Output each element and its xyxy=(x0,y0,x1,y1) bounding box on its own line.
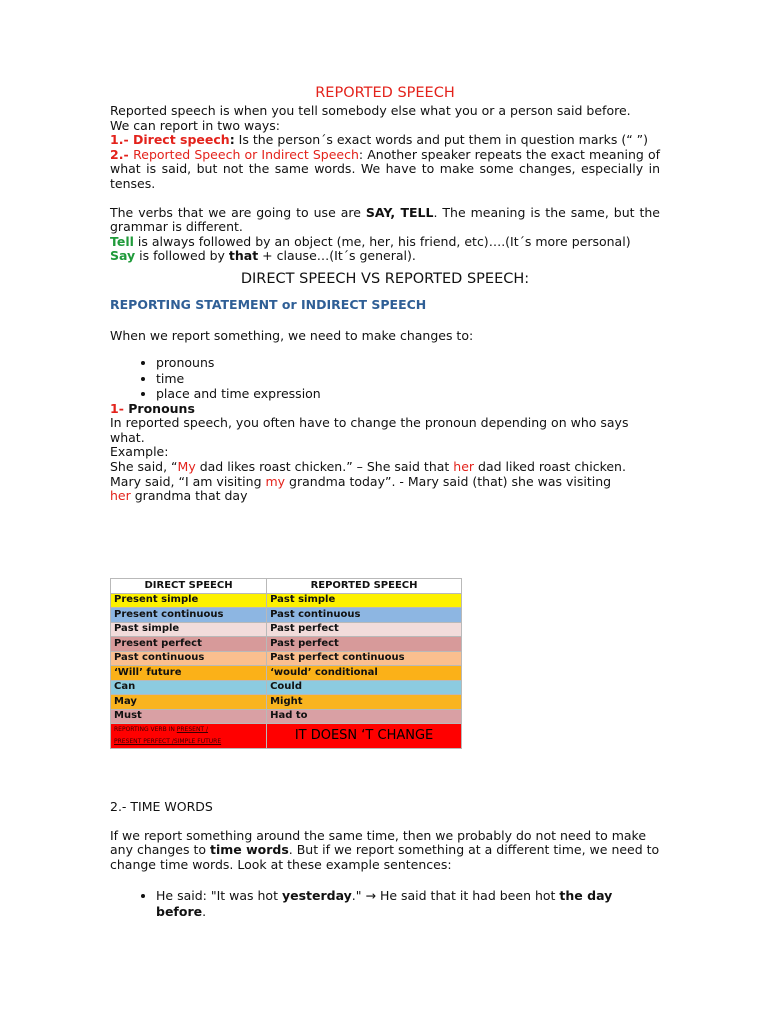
say-that: that xyxy=(228,248,259,264)
changes-intro: When we report something, we need to make changes to: xyxy=(110,327,474,343)
tw-ex-bold1: yesterday xyxy=(281,888,352,904)
say-mid: is followed by xyxy=(135,248,229,264)
reported-text: : Another speaker repeats the exact meaning of what is said, but not the same words. We have to make some changes, especially in tenses. xyxy=(110,146,660,191)
time-words-heading: 2.- TIME WORDS xyxy=(110,799,213,814)
ex2-her: her xyxy=(110,488,131,504)
direct-speech-definition xyxy=(110,133,660,148)
table-row xyxy=(111,593,462,608)
table-cell xyxy=(111,724,267,749)
direct-colon: : xyxy=(229,132,235,148)
section-title: DIRECT SPEECH VS REPORTED SPEECH: xyxy=(240,270,530,287)
table-cell: Past perfect xyxy=(267,637,462,652)
page-title: REPORTED SPEECH xyxy=(315,85,455,101)
table-cell: ‘would’ conditional xyxy=(267,666,462,681)
table-cell: IT DOESN ‘T CHANGE xyxy=(267,724,462,749)
intro-line-1: Reported speech is when you tell somebody else what you or a person said before. xyxy=(110,103,631,118)
table-cell: Present perfect xyxy=(111,637,267,652)
document-body xyxy=(110,84,660,504)
reported-label: Reported Speech or Indirect Speech xyxy=(133,146,359,162)
exception-text-present: PRESENT / xyxy=(176,726,209,733)
example-label: Example: xyxy=(110,444,169,460)
ex2-my: my xyxy=(265,473,286,489)
changes-list xyxy=(110,355,660,402)
list-item: • time xyxy=(156,371,660,387)
ex1-a: She said, “ xyxy=(110,459,178,474)
reported-num: 2.- xyxy=(110,146,134,162)
pronouns-heading-text: Pronouns xyxy=(128,400,195,416)
tw-ex-b: ." → He said that it had been hot xyxy=(351,888,560,904)
time-words-section xyxy=(110,800,660,919)
direct-label: Direct speech xyxy=(133,132,230,148)
table-cell: Must xyxy=(111,709,267,724)
verbs-words: SAY, TELL xyxy=(365,204,434,220)
table-header-row xyxy=(111,579,462,594)
table-header: REPORTED SPEECH xyxy=(267,579,462,594)
table-cell: Can xyxy=(111,680,267,695)
tw-ex-c: . xyxy=(202,903,207,919)
say-rule xyxy=(110,249,660,264)
list-item xyxy=(156,888,660,919)
tw-ex-bold2: the day before xyxy=(156,888,613,919)
spacer xyxy=(110,192,660,206)
exception-text-a: REPORTING VERB IN xyxy=(114,726,177,733)
tw-ex-a: He said: "It was hot xyxy=(156,888,282,904)
table-cell: Had to xyxy=(267,709,462,724)
tw-a: If we report something around the same time, then we probably do not need to make any changes to xyxy=(110,827,647,858)
section-subtitle: REPORTING STATEMENT or INDIRECT SPEECH xyxy=(110,296,427,312)
verbs-pre: The verbs that we are going to use are xyxy=(110,204,366,220)
tell-text: is always followed by an object (me, her, his friend, etc)….(It´s more personal) xyxy=(133,233,631,249)
verbs-paragraph xyxy=(110,206,660,235)
table-header: DIRECT SPEECH xyxy=(111,579,267,594)
spacer xyxy=(110,815,660,829)
time-words-examples xyxy=(110,888,660,919)
list-item: • pronouns xyxy=(156,355,660,371)
reported-speech-definition xyxy=(110,148,660,192)
direct-num: 1.- xyxy=(110,132,133,148)
tense-change-table xyxy=(110,578,462,749)
ex2-a: Mary said, “I am visiting xyxy=(110,473,266,489)
tw-bold: time words xyxy=(209,842,289,858)
table-row xyxy=(111,608,462,623)
say-word: Say xyxy=(110,248,136,264)
ex1-c: dad liked roast chicken. xyxy=(474,459,626,474)
table-row xyxy=(111,651,462,666)
table-cell: Present continuous xyxy=(111,608,267,623)
table-row xyxy=(111,695,462,710)
table-cell: Past perfect continuous xyxy=(267,651,462,666)
table-cell: May xyxy=(111,695,267,710)
tw-b: . But if we report something at a different time, we need to change time words. Look at these example sentences: xyxy=(110,842,660,872)
table-cell: Past continuous xyxy=(111,651,267,666)
ex2-b: grandma today”. - Mary said (that) she was visiting xyxy=(285,473,612,489)
table-cell: Could xyxy=(267,680,462,695)
say-end: + clause…(It´s general). xyxy=(258,248,416,264)
table-cell: Past simple xyxy=(267,593,462,608)
table-row xyxy=(111,680,462,695)
ex1-her: her xyxy=(453,459,475,474)
table-row xyxy=(111,637,462,652)
tell-rule xyxy=(110,235,660,250)
table-row xyxy=(111,666,462,681)
tell-word: Tell xyxy=(110,233,134,249)
table-row xyxy=(111,622,462,637)
table-cell: Past continuous xyxy=(267,608,462,623)
example-2 xyxy=(110,475,660,504)
time-words-paragraph xyxy=(110,829,660,873)
example-1 xyxy=(110,460,660,475)
table-cell: Might xyxy=(267,695,462,710)
table-cell: Past simple xyxy=(111,622,267,637)
table-row-exception xyxy=(111,724,462,749)
table-row xyxy=(111,709,462,724)
intro-line-2: We can report in two ways: xyxy=(110,117,280,133)
pronouns-num: 1- xyxy=(110,400,129,416)
ex1-b: dad likes roast chicken.” – She said that xyxy=(195,459,454,474)
list-item: • place and time expression xyxy=(156,386,660,402)
direct-text: Is the person´s exact words and put them in question marks (“ ”) xyxy=(234,132,649,148)
table-cell: Past perfect xyxy=(267,622,462,637)
ex2-c: grandma that day xyxy=(130,488,248,504)
pronouns-text: In reported speech, you often have to change the pronoun depending on who says what. xyxy=(110,415,629,445)
table-cell: ‘Will’ future xyxy=(111,666,267,681)
exception-text-b: PRESENT PERFECT /SIMPLE FUTURE xyxy=(114,738,222,745)
table-cell: Present simple xyxy=(111,593,267,608)
ex1-my: My xyxy=(177,459,196,474)
verbs-post: . The meaning is the same, but the grammar is different. xyxy=(110,204,660,235)
pronouns-heading xyxy=(110,402,660,417)
